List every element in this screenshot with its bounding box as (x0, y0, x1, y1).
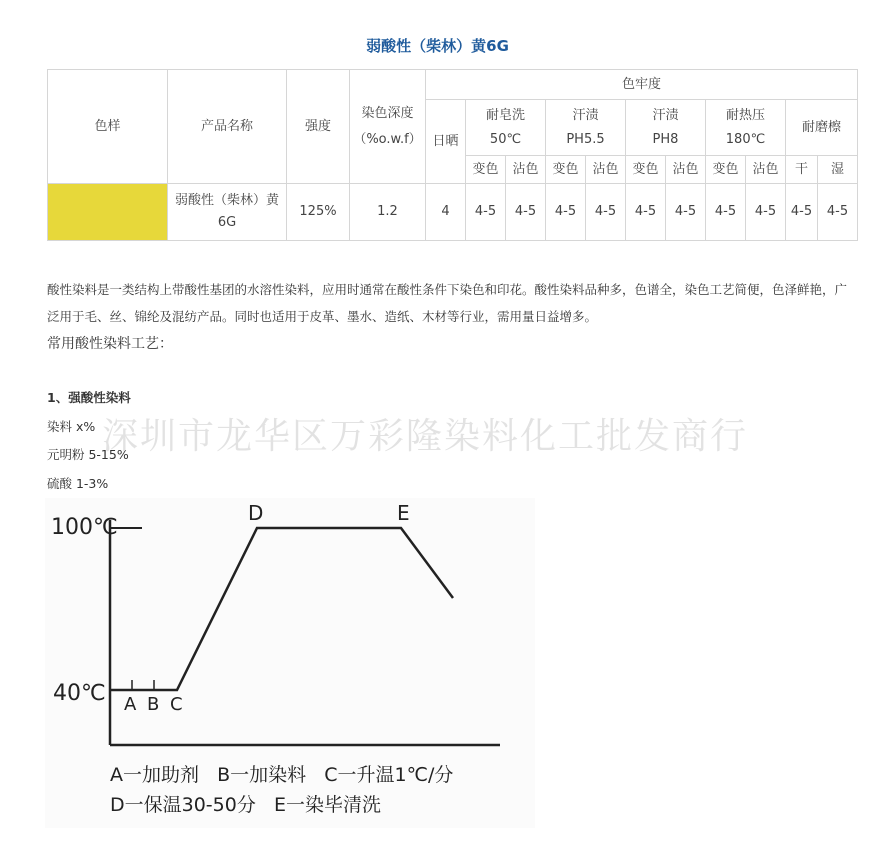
header-soap-change: 变色 (466, 156, 506, 184)
header-rub-wet: 湿 (818, 156, 858, 184)
cell-rub-wet: 4-5 (818, 184, 858, 241)
header-dye-depth-label: 染色深度 (361, 105, 414, 121)
cell-sweat8-change: 4-5 (626, 184, 666, 241)
legend-line-1: A一加助剂 B一加染料 C一升温1℃/分 (110, 764, 454, 786)
recipe-line-sulfuric-acid: 硫酸 1-3% (47, 476, 109, 491)
cell-strength: 125% (287, 184, 350, 241)
cell-sweat55-stain: 4-5 (586, 184, 626, 241)
intro-paragraph: 酸性染料是一类结构上带酸性基团的水溶性染料，应用时通常在酸性条件下染色和印花。酸性染料品种多，色谱全，染色工艺简便，色泽鲜艳，广泛用于毛、丝、锦纶及混纺产品。同时也适用于皮革、墨水、造纸、木材等行业，需用量日益增多。 (47, 282, 848, 324)
process-heading: 常用酸性染料工艺： (47, 336, 173, 352)
header-sweat-acid-ph: PH5.5 (566, 131, 605, 147)
label-40c: 40℃ (53, 681, 106, 706)
cell-depth: 1.2 (350, 184, 426, 241)
label-point-d: D (248, 501, 264, 525)
header-sweat8-stain: 沾色 (666, 156, 706, 184)
label-point-e: E (397, 501, 410, 525)
fastness-table (47, 69, 858, 241)
process-curve-svg (45, 498, 535, 828)
cell-product-name-line1: 弱酸性（柴林）黄 (174, 193, 279, 208)
header-soaping-temp: 50℃ (489, 131, 522, 147)
header-heat-press (706, 100, 786, 156)
label-100c: 100℃ (51, 515, 118, 540)
header-heat-press-temp: 180℃ (725, 131, 766, 147)
header-heat-stain: 沾色 (746, 156, 786, 184)
header-soaping (466, 100, 546, 156)
cell-product-name (168, 184, 287, 241)
cell-soap-change: 4-5 (466, 184, 506, 241)
label-point-b: B (147, 694, 160, 715)
header-rubbing: 耐磨檫 (786, 100, 858, 156)
header-sweat55-stain: 沾色 (586, 156, 626, 184)
watermark: 深圳市龙华区万彩隆染料化工批发商行 (102, 416, 749, 457)
cell-sweat8-stain: 4-5 (666, 184, 706, 241)
cell-soap-stain: 4-5 (506, 184, 546, 241)
header-heat-press-label: 耐热压 (725, 107, 765, 123)
header-sweat-alk-label: 汗渍 (652, 107, 679, 123)
cell-heat-stain: 4-5 (746, 184, 786, 241)
header-sweat-alk (626, 100, 706, 156)
section-title: 1、强酸性染料 (47, 390, 131, 405)
cell-heat-change: 4-5 (706, 184, 746, 241)
header-sweat-acid (546, 100, 626, 156)
cell-rub-dry: 4-5 (786, 184, 818, 241)
table-row (48, 184, 858, 241)
label-point-c: C (170, 694, 183, 715)
temperature-process-diagram (45, 498, 535, 832)
header-soap-stain: 沾色 (506, 156, 546, 184)
header-dye-depth-unit: （%o.w.f） (353, 131, 422, 147)
header-sunlight: 日晒 (426, 100, 466, 184)
header-rub-dry: 干 (786, 156, 818, 184)
page-title: 弱酸性（柴林）黄6G (366, 37, 509, 55)
header-sweat-acid-label: 汗渍 (572, 107, 599, 123)
header-sweat-alk-ph: PH8 (652, 131, 679, 147)
header-fastness: 色牢度 (426, 70, 858, 100)
header-soaping-label: 耐皂洗 (485, 107, 525, 123)
header-dye-depth (350, 70, 426, 184)
cell-sweat55-change: 4-5 (546, 184, 586, 241)
header-product-name: 产品名称 (168, 70, 287, 184)
label-point-a: A (124, 694, 137, 715)
header-sweat8-change: 变色 (626, 156, 666, 184)
recipe-line-dye: 染料 x% (47, 419, 96, 434)
color-swatch (48, 184, 168, 241)
header-color-sample: 色样 (48, 70, 168, 184)
cell-product-name-line2: 6G (217, 215, 237, 230)
legend-line-2: D一保温30-50分 E一染毕清洗 (110, 794, 381, 816)
recipe-line-sodium-sulfate: 元明粉 5-15% (47, 447, 129, 462)
cell-sunlight: 4 (426, 184, 466, 241)
header-strength: 强度 (287, 70, 350, 184)
header-heat-change: 变色 (706, 156, 746, 184)
header-sweat55-change: 变色 (546, 156, 586, 184)
